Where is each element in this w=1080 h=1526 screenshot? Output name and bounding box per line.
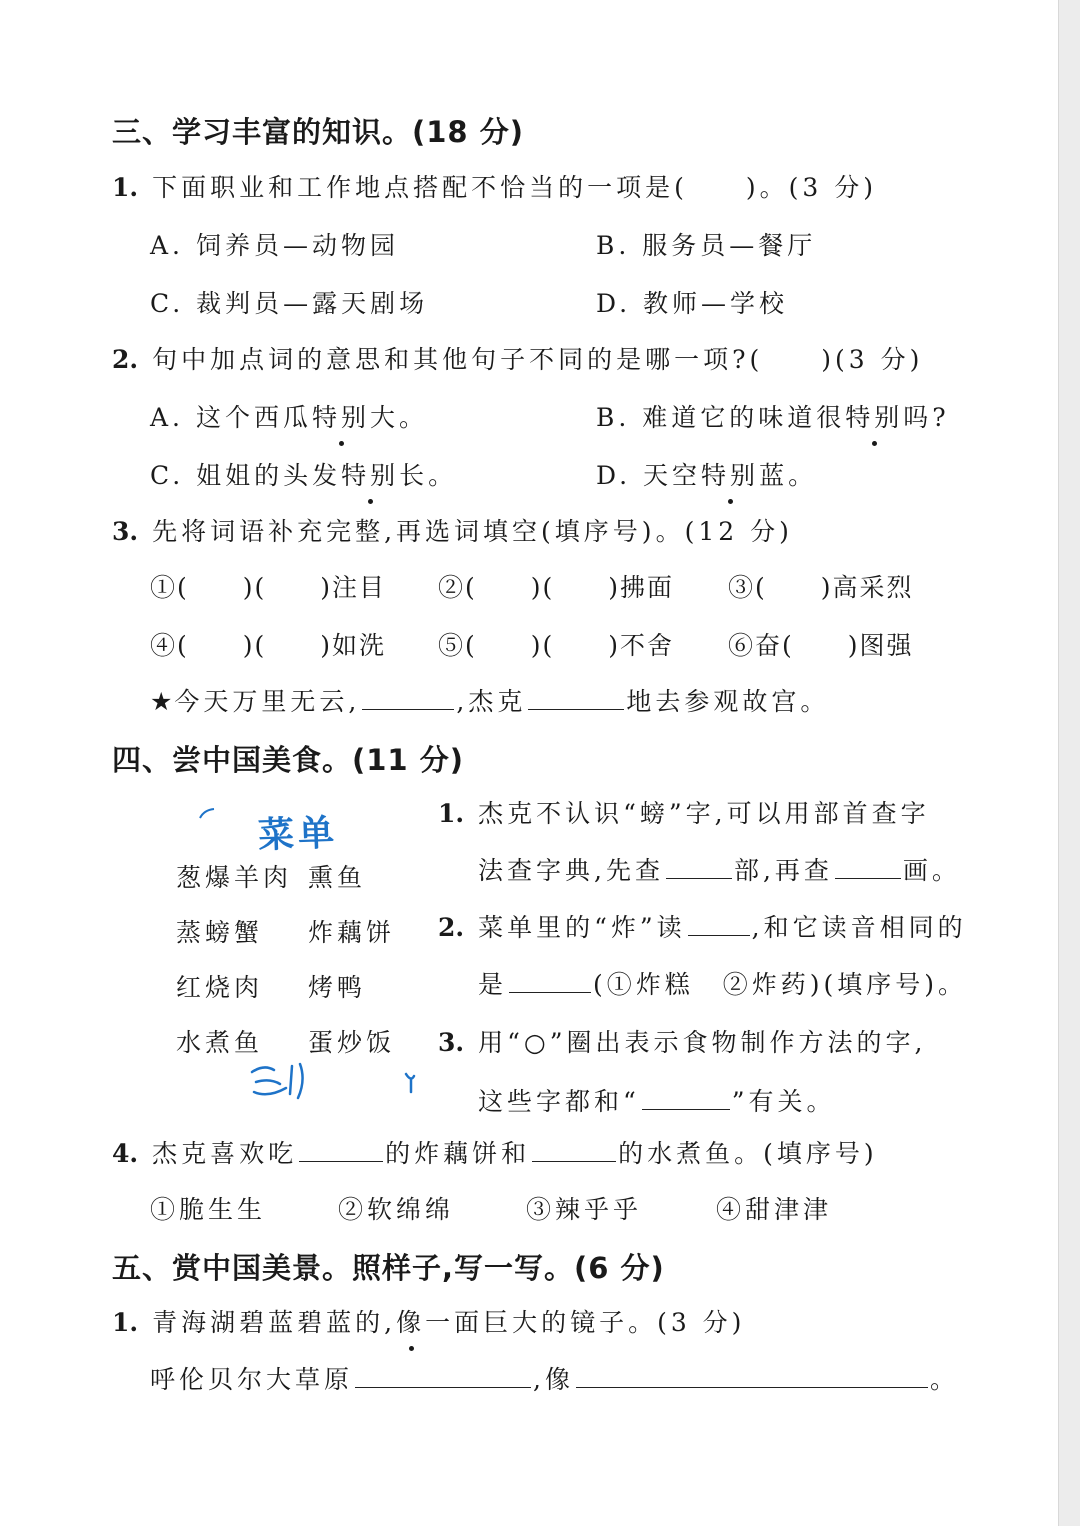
question-3-1 [112,168,877,204]
star-icon: ★ [150,687,173,716]
imitation-sentence [150,1360,959,1396]
dotted-word: 特别 [312,398,370,434]
question-number: 1. [438,799,465,828]
handwriting-mark-icon [402,1068,420,1096]
answer-blank[interactable] [835,856,901,879]
sentence-text: ,杰克 [456,687,527,716]
menu-item: 炸藕饼 [308,918,396,947]
option-b [596,398,950,434]
question-number: 3. [438,1028,465,1057]
question-number: 3. [112,517,139,546]
menu-title: 菜单 [257,811,339,857]
answer-blank[interactable] [509,970,591,993]
choice-option-1: ①脆生生 [150,1195,267,1224]
answer-blank[interactable] [688,913,750,936]
answer-blank[interactable] [576,1365,928,1388]
question-text: 下面职业和工作地点搭配不恰当的一项是( )。(3 分) [152,173,877,202]
option-text: 吗? [903,403,950,432]
question-text: 句中加点词的意思和其他句子不同的是哪一项?( )(3 分) [152,345,924,374]
menu-item: 烤鸭 [308,973,367,1002]
question-text: 部,再查 [733,856,833,885]
section-3-title: 三、学习丰富的知识。(18 分) [112,115,524,149]
option-a: A. 饲养员—动物园 [150,231,399,260]
question-number: 2. [438,913,465,942]
question-text: ”有关。 [731,1087,836,1116]
question-text: 先将词语补充完整,再选词填空(填序号)。(12 分) [152,517,793,546]
choice-option-2: ②软绵绵 [338,1195,455,1224]
question-4-2-line1 [438,908,967,944]
question-5-1 [112,1303,745,1339]
answer-blank[interactable] [642,1087,730,1110]
option-a [150,398,428,434]
question-4-1-line2 [478,851,961,887]
dotted-word: 特别 [845,398,903,434]
option-c [150,456,457,492]
sentence-text: ,像 [533,1365,574,1394]
idiom-blank-4[interactable]: ④( )( )如洗 [150,631,387,660]
menu-item: 蒸螃蟹 [176,918,264,947]
question-number: 1. [112,1308,139,1337]
option-text: B. 难道它的味道很 [596,403,846,432]
fill-sentence [150,682,829,718]
option-text: 长。 [399,461,458,490]
question-4-3-line2 [478,1082,836,1118]
choice-option-3: ③辣乎乎 [526,1195,643,1224]
answer-blank[interactable] [355,1365,531,1388]
question-text: (①炸糕 ②炸药)(填序号)。 [593,970,968,999]
idiom-blank-6[interactable]: ⑥奋( )图强 [728,631,914,660]
question-text: 青海湖碧蓝碧蓝的, [152,1308,397,1337]
sentence-text: 呼伦贝尔大草原 [150,1365,354,1394]
pen-mark-icon [196,806,220,822]
question-3-2 [112,340,923,376]
option-d: D. 教师—学校 [596,289,789,318]
question-4-2-line2 [478,965,967,1001]
dotted-word: 像 [396,1303,425,1339]
question-3-3 [112,512,793,548]
question-text: 杰克喜欢吃 [152,1139,298,1168]
question-text: 菜单里的“炸”读 [478,913,686,942]
sentence-text: 地去参观故宫。 [626,687,830,716]
sentence-text: 今天万里无云, [174,687,361,716]
choice-option-4: ④甜津津 [716,1195,833,1224]
idiom-blank-5[interactable]: ⑤( )( )不舍 [438,631,675,660]
answer-blank[interactable] [528,687,624,710]
idiom-blank-1[interactable]: ①( )( )注目 [150,573,387,602]
handwriting-scribble-icon [246,1058,316,1102]
idiom-blank-3[interactable]: ③( )高采烈 [728,573,914,602]
question-text: 画。 [902,856,961,885]
option-text: A. 这个西瓜 [150,403,312,432]
option-c: C. 裁判员—露天剧场 [150,289,429,318]
section-4-title: 四、尝中国美食。(11 分) [112,743,464,777]
answer-blank[interactable] [299,1139,383,1162]
menu-item: 水煮鱼 [176,1028,264,1057]
question-text: 的炸藕饼和 [385,1139,531,1168]
menu-item: 葱爆羊肉 [176,863,293,892]
question-number: 1. [112,173,139,202]
option-text: D. 天空 [596,461,702,490]
idiom-blank-2[interactable]: ②( )( )拂面 [438,573,675,602]
option-text: 蓝。 [759,461,818,490]
question-number: 2. [112,345,139,374]
sentence-text: 。 [929,1365,959,1394]
option-d [596,456,817,492]
question-text: 用“○”圈出表示食物制作方法的字, [478,1028,927,1057]
menu-item: 熏鱼 [308,863,367,892]
question-text: 一面巨大的镜子。(3 分) [425,1308,746,1337]
question-4-1-line1 [438,794,930,830]
menu-item: 蛋炒饭 [308,1028,396,1057]
option-text: C. 姐姐的头发 [150,461,342,490]
question-text: 的水煮鱼。(填序号) [618,1139,878,1168]
question-text: 这些字都和“ [478,1087,640,1116]
question-4-4 [112,1134,878,1170]
question-text: 杰克不认识“螃”字,可以用部首查字 [478,799,930,828]
question-number: 4. [112,1139,139,1168]
option-text: 大。 [369,403,428,432]
option-b: B. 服务员—餐厅 [596,231,817,260]
question-text: ,和它读音相同的 [751,913,967,942]
answer-blank[interactable] [532,1139,616,1162]
question-text: 法查字典,先查 [478,856,664,885]
menu-item: 红烧肉 [176,973,264,1002]
question-text: 是 [478,970,508,999]
dotted-word: 特别 [701,456,759,492]
section-5-title: 五、赏中国美景。照样子,写一写。(6 分) [112,1251,665,1285]
dotted-word: 特别 [341,456,399,492]
answer-blank[interactable] [362,687,454,710]
question-4-3-line1 [438,1023,926,1059]
answer-blank[interactable] [666,856,732,879]
